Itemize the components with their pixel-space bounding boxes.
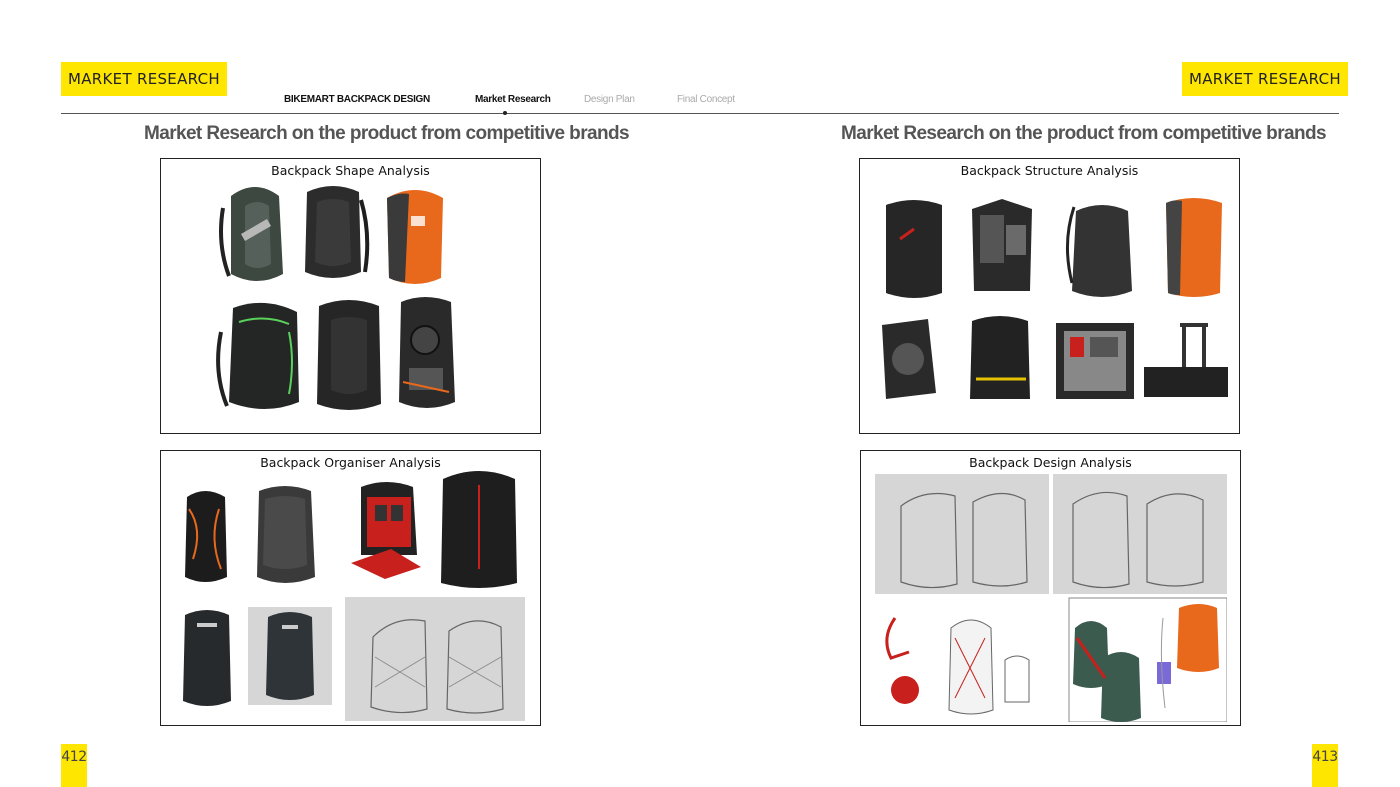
structure-backpack-3	[1067, 205, 1132, 297]
nav-brand-title[interactable]: BIKEMART BACKPACK DESIGN	[284, 94, 430, 105]
structure-backpack-1	[886, 200, 942, 298]
active-nav-indicator	[503, 111, 507, 115]
nav-final-concept[interactable]: Final Concept	[677, 94, 735, 105]
left-page-heading: Market Research on the product from competitive brands	[144, 123, 629, 144]
design-sketch-3	[875, 598, 1055, 722]
structure-backpack-2	[972, 199, 1032, 291]
structure-analysis-panel	[859, 158, 1240, 434]
structure-backpack-4	[1166, 198, 1222, 297]
organiser-sketch	[345, 597, 525, 721]
backpack-1	[221, 187, 283, 281]
design-sketch-2	[1053, 474, 1227, 594]
page-number-right: 413	[1312, 744, 1338, 787]
design-analysis-panel	[860, 450, 1241, 726]
organiser-analysis-title: Backpack Organiser Analysis	[260, 455, 441, 470]
backpack-6	[399, 297, 455, 408]
shape-analysis-title: Backpack Shape Analysis	[271, 163, 430, 178]
design-sketch-4	[1069, 598, 1227, 722]
design-analysis-image	[875, 474, 1227, 722]
backpack-4	[218, 303, 299, 409]
organiser-backpack-2	[257, 486, 315, 583]
backpack-5	[317, 300, 381, 410]
organiser-analysis-image	[173, 469, 529, 721]
organiser-backpack-3	[351, 482, 421, 579]
structure-backpack-5	[882, 319, 936, 399]
page-number-left: 412	[61, 744, 87, 787]
organiser-backpack-5	[183, 610, 231, 706]
organiser-backpack-6	[248, 607, 332, 705]
right-page-heading: Market Research on the product from competitive brands	[841, 123, 1326, 144]
design-sketch-1	[875, 474, 1049, 594]
organiser-backpack-4	[441, 471, 517, 588]
structure-backpack-6	[970, 316, 1030, 399]
structure-backpack-7	[1056, 323, 1134, 399]
header-divider	[61, 113, 1339, 114]
shape-analysis-panel	[160, 158, 541, 434]
section-tag-right: MARKET RESEARCH	[1182, 62, 1348, 96]
section-tag-left: MARKET RESEARCH	[61, 62, 227, 96]
backpack-3	[387, 190, 443, 284]
structure-analysis-title: Backpack Structure Analysis	[960, 163, 1139, 178]
structure-backpack-8	[1144, 325, 1228, 397]
backpack-2	[305, 186, 367, 278]
design-analysis-title: Backpack Design Analysis	[969, 455, 1132, 470]
organiser-backpack-1	[185, 491, 227, 582]
organiser-analysis-panel	[160, 450, 541, 726]
nav-market-research[interactable]: Market Research	[475, 94, 551, 105]
shape-analysis-image	[211, 184, 471, 419]
structure-analysis-image	[874, 191, 1230, 427]
nav-design-plan[interactable]: Design Plan	[584, 94, 635, 105]
